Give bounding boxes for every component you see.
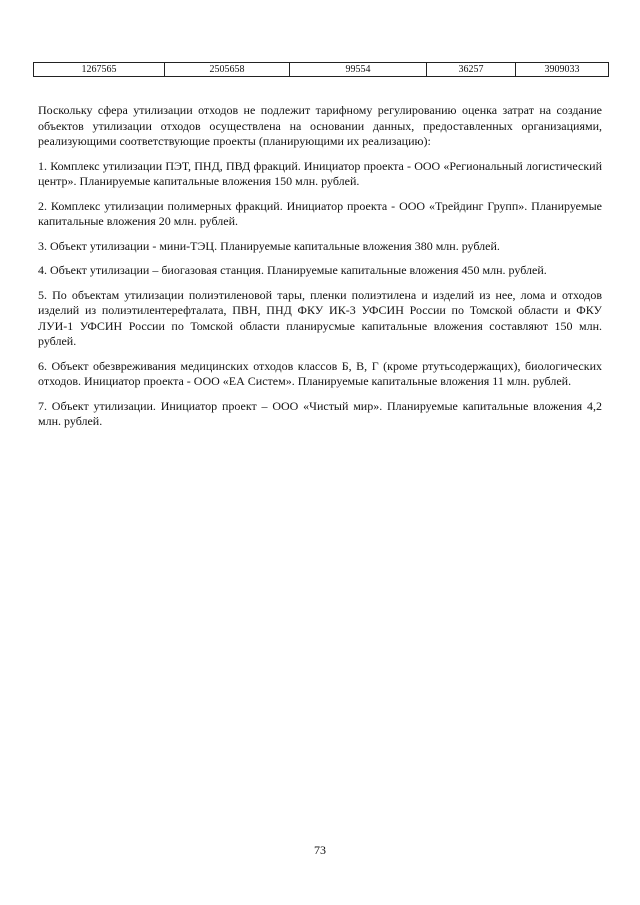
- document-body: [38, 103, 602, 439]
- table-cell: 1267565: [34, 63, 165, 77]
- intro-paragraph: Поскольку сфера утилизации отходов не подлежит тарифному регулированию оценка затрат на создание объектов утилизации отходов осуществлена на основании данных, предоставленных организациями, реализующими соответствующие проекты (планирующими их реализацию):: [38, 103, 602, 148]
- list-item: 3. Объект утилизации - мини-ТЭЦ. Планируемые капитальные вложения 380 млн. рублей.: [38, 238, 500, 253]
- table-cell: 3909033: [516, 63, 609, 77]
- table-cell: 99554: [290, 63, 427, 77]
- table-cell: 36257: [427, 63, 516, 77]
- table-cell: 2505658: [165, 63, 290, 77]
- list-item: 6. Объект обезвреживания медицинских отходов классов Б, В, Г (кроме ртутьсодержащих), биологических отходов. Инициатор проекта - ООО «ЕА Систем». Планируемые капитальные вложения 11 млн. рублей.: [38, 358, 602, 388]
- list-item: 5. По объектам утилизации полиэтиленовой тары, пленки полиэтилена и изделий из нее, лома и отходов изделий из полиэтилентерефталата, ПВН, ПНД ФКУ ИК-3 УФСИН России по Томской области и ФКУ ЛУИ-1 УФСИН России по Томской области планирусмые капитальные вложения составляют 150 млн. рублей.: [38, 287, 602, 348]
- list-item: 1. Комплекс утилизации ПЭТ, ПНД, ПВД фракций. Инициатор проекта - ООО «Региональный логистический центр». Планируемые капитальные вложения 150 млн. рублей.: [38, 158, 602, 188]
- list-item: 2. Комплекс утилизации полимерных фракций. Инициатор проекта - ООО «Трейдинг Групп». Планируемые капитальные вложения 20 млн. рублей.: [38, 198, 602, 228]
- list-item: 4. Объект утилизации – биогазовая станция. Планируемые капитальные вложения 450 млн. рублей.: [38, 263, 547, 277]
- list-item: 7. Объект утилизации. Инициатор проект – ООО «Чистый мир». Планируемые капитальные вложения 4,2 млн. рублей.: [38, 398, 602, 428]
- page-number: 73: [314, 843, 326, 857]
- table-row: [34, 63, 609, 77]
- summary-table: [33, 62, 609, 77]
